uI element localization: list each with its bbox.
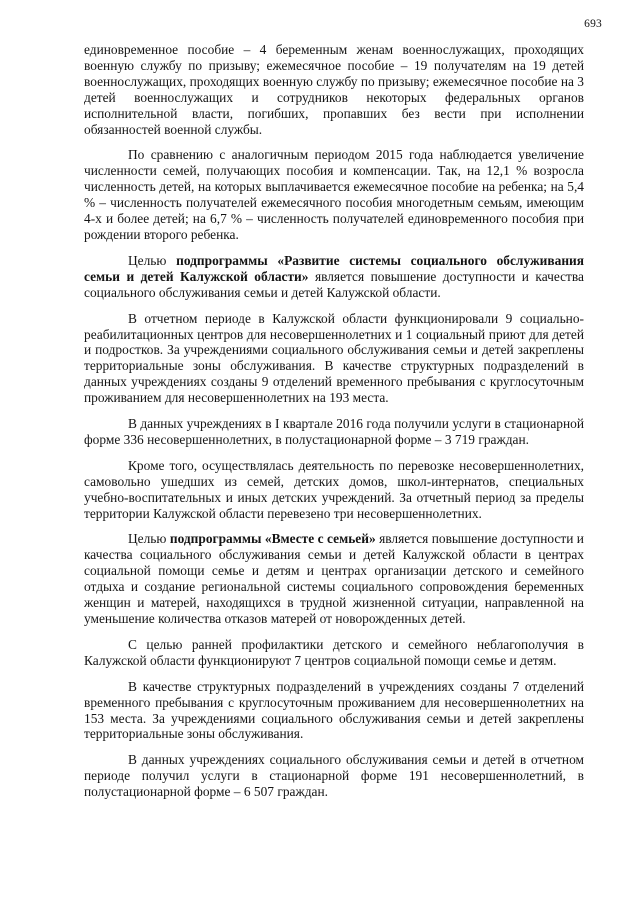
paragraph-p5 — [84, 416, 584, 448]
paragraph-p1 — [84, 42, 584, 137]
paragraph-text: В отчетном периоде в Калужской области функционировали 9 социально-реабилитационных центров для несовершеннолетних и 1 социальный приют для детей и подростков. За учреждениями социального обслуживания семьи и детей закреплены территориальные зоны обслуживания. В качестве структурных подразделений в данных учреждениях созданы 9 отделений временного пребывания с круглосуточным проживанием для несовершеннолетних на 193 места. — [84, 310, 584, 406]
subprogram-title: подпрограммы «Развитие системы социального обслуживания семьи и детей Калужской области» — [84, 252, 584, 284]
paragraph-text: В данных учреждениях в I квартале 2016 года получили услуги в стационарной форме 336 несовершеннолетних, в полустационарной форме – 3 719 граждан. — [84, 416, 584, 447]
paragraph-text: единовременное пособие – 4 беременным женам военнослужащих, проходящих военную службу по призыву; ежемесячное пособие – 19 получателям на 19 детей военнослужащих, проходящих военную службу по призыву; ежемесячное пособие на 3 детей военнослужащих и сотрудников некоторых федеральных органов исполнительной власти, погибших, пропавших без вести при исполнении обязанностей военной службы. — [84, 42, 584, 137]
page-number: 693 — [584, 18, 602, 30]
paragraph-text: Целью — [128, 252, 177, 268]
paragraph-p6 — [84, 458, 584, 522]
paragraph-text: В данных учреждениях социального обслуживания семьи и детей в отчетном периоде получил услуги в стационарной форме 191 несовершеннолетний, в полустационарной форме – 6 507 граждан. — [84, 752, 584, 800]
paragraph-p7 — [84, 531, 584, 626]
paragraph-text: С целью ранней профилактики детского и семейного неблагополучия в Калужской области функционируют 7 центров социальной помощи семье и детям. — [84, 636, 584, 668]
paragraph-p8 — [84, 637, 584, 669]
paragraph-p10 — [84, 752, 584, 800]
paragraph-p3 — [84, 253, 584, 301]
document-body — [84, 42, 584, 810]
paragraph-p9 — [84, 679, 584, 743]
paragraph-text: является повышение доступности и качества социального обслуживания семьи и детей Калужской области в центрах социальной помощи семье и детям и центрах организации детского и семейного отдыха и создание региональной системы социального сопровождения беременных женщин и матерей, находящихся в трудной жизненной ситуации, направленной на уменьшение количества отказов матерей от новорожденных детей. — [84, 531, 584, 626]
paragraph-text: Целью — [128, 531, 170, 547]
paragraph-p4 — [84, 311, 584, 406]
paragraph-text: В качестве структурных подразделений в учреждениях созданы 7 отделений временного пребывания с круглосуточным проживанием для несовершеннолетних на 153 места. За учреждениями социального обслуживания семьи и детей закреплены территориальные зоны обслуживания. — [84, 678, 584, 742]
paragraph-text: По сравнению с аналогичным периодом 2015 года наблюдается увеличение численности семей, получающих пособия и компенсации. Так, на 12,1 % возросла численность детей, на которых выплачивается ежемесячное пособие на ребенка; на 5,4 % – численность получателей ежемесячного пособия многодетным семьям, имеющим 4-х и более детей; на 6,7 % – численность получателей единовременного пособия при рождении второго ребенка. — [84, 147, 584, 242]
paragraph-text: Кроме того, осуществлялась деятельность по перевозке несовершеннолетних, самовольно ушедших из семей, детских домов, школ-интернатов, специальных учебно-воспитательных и иных детских учреждений. За отчетный период за пределы территории Калужской области перевезено три несовершеннолетних. — [84, 457, 584, 521]
paragraph-p2 — [84, 147, 584, 242]
subprogram-title: подпрограммы «Вместе с семьей» — [169, 531, 376, 547]
paragraph-text: является повышение доступности и качества социального обслуживания семьи и детей Калужской области. — [84, 268, 584, 300]
